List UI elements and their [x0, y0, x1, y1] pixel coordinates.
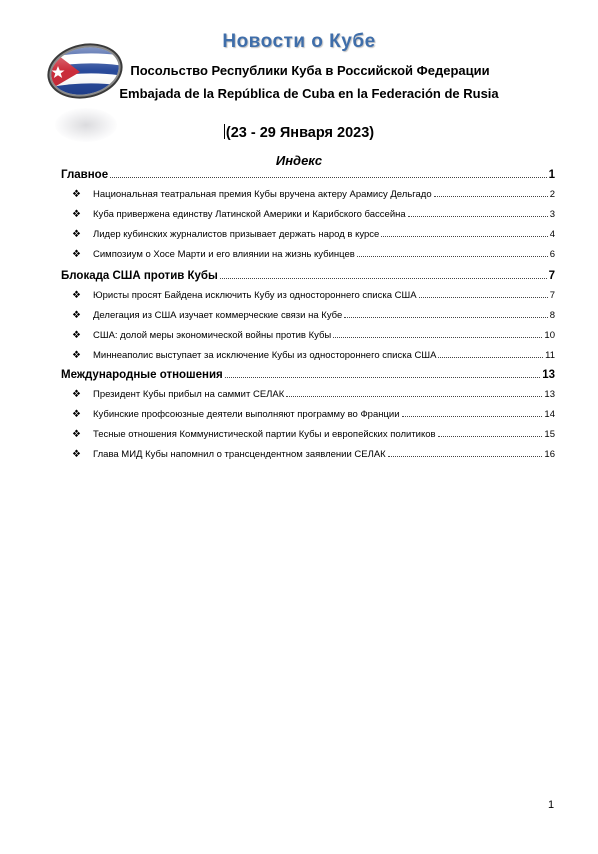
toc-section-title: Блокада США против Кубы: [61, 270, 218, 282]
toc-item-title: Делегация из США изучает коммерческие связи на Кубе: [93, 310, 343, 321]
toc-item-title: Куба привержена единству Латинской Америки и Карибского бассейна: [93, 209, 406, 220]
toc-leader-dots: [419, 296, 548, 298]
toc-section-page: 1: [548, 169, 555, 181]
toc-section-page: 13: [542, 369, 555, 381]
diamond-bullet-icon: ❖: [72, 330, 81, 341]
toc-item[interactable]: [72, 330, 555, 341]
toc-item-page: 6: [549, 249, 555, 260]
toc-item[interactable]: [72, 310, 555, 321]
toc-section-title: Главное: [61, 169, 109, 181]
toc-item-title: Симпозиум о Хосе Марти и его влиянии на жизнь кубинцев: [93, 249, 355, 260]
toc-item-page: 7: [549, 290, 555, 301]
diamond-bullet-icon: ❖: [72, 229, 81, 240]
toc-leader-dots: [388, 455, 543, 457]
toc-item[interactable]: [72, 209, 555, 220]
diamond-bullet-icon: ❖: [72, 350, 81, 361]
toc-item[interactable]: [72, 429, 555, 440]
toc-item-page: 11: [545, 350, 555, 361]
toc-item[interactable]: [72, 449, 555, 460]
diamond-bullet-icon: ❖: [72, 249, 81, 260]
toc-section[interactable]: [61, 369, 555, 381]
diamond-bullet-icon: ❖: [72, 409, 81, 420]
diamond-bullet-icon: ❖: [72, 290, 81, 301]
toc-leader-dots: [438, 435, 543, 437]
newsletter-title: Новости о Кубе: [222, 31, 376, 52]
toc-item[interactable]: [72, 189, 555, 200]
toc-item-page: 10: [544, 330, 555, 341]
toc-item-page: 4: [549, 229, 555, 240]
toc-item-title: Кубинские профсоюзные деятели выполняют программу во Франции: [93, 409, 400, 420]
diamond-bullet-icon: ❖: [72, 389, 81, 400]
toc-leader-dots: [333, 336, 542, 338]
toc-item-title: Глава МИД Кубы напомнил о трансцендентном заявлении СЕЛАК: [93, 449, 386, 460]
toc-leader-dots: [286, 395, 542, 397]
toc-item-title: Миннеаполис выступает за исключение Кубы из одностороннего списка США: [93, 350, 437, 361]
toc-leader-dots: [402, 415, 543, 417]
text-cursor: [224, 124, 225, 139]
toc-item-title: Национальная театральная премия Кубы вручена актеру Арамису Дельгадо: [93, 189, 432, 200]
diamond-bullet-icon: ❖: [72, 209, 81, 220]
toc-section[interactable]: [61, 270, 555, 282]
toc-item-page: 16: [544, 449, 555, 460]
toc-item-page: 14: [544, 409, 555, 420]
diamond-bullet-icon: ❖: [72, 429, 81, 440]
toc-item[interactable]: [72, 409, 555, 420]
toc-item-page: 13: [544, 389, 555, 400]
toc-item-title: Тесные отношения Коммунистической партии Кубы и европейских политиков: [93, 429, 436, 440]
diamond-bullet-icon: ❖: [72, 310, 81, 321]
toc-item-title: Лидер кубинских журналистов призывает держать народ в курсе: [93, 229, 380, 240]
toc-leader-dots: [408, 215, 548, 217]
toc-leader-dots: [225, 376, 540, 378]
toc-leader-dots: [110, 176, 547, 178]
toc-leader-dots: [434, 195, 548, 197]
date-range-text: (23 - 29 Января 2023): [225, 125, 375, 141]
toc-item-title: Президент Кубы прибыл на саммит СЕЛАК: [93, 389, 285, 400]
toc-item[interactable]: [72, 229, 555, 240]
toc-item-page: 8: [549, 310, 555, 321]
toc-leader-dots: [438, 356, 543, 358]
toc-leader-dots: [381, 235, 547, 237]
toc-section-page: 7: [548, 270, 555, 282]
index-heading: Индекс: [275, 153, 323, 168]
toc-leader-dots: [344, 316, 547, 318]
embassy-name-ru: Посольство Республики Куба в Российской Федерации: [130, 63, 490, 78]
toc-item-title: США: долой меры экономической войны против Кубы: [93, 330, 332, 341]
toc-item[interactable]: [72, 350, 555, 361]
toc-item-page: 15: [544, 429, 555, 440]
toc-section[interactable]: [61, 169, 555, 181]
diamond-bullet-icon: ❖: [72, 189, 81, 200]
embassy-name-es: Embajada de la República de Cuba en la Federación de Rusia: [119, 86, 499, 101]
page-number: 1: [548, 799, 555, 811]
toc-section-title: Международные отношения: [61, 369, 223, 381]
toc-item[interactable]: [72, 389, 555, 400]
toc-item[interactable]: [72, 290, 555, 301]
toc-item[interactable]: [72, 249, 555, 260]
toc-leader-dots: [357, 255, 548, 257]
toc-item-title: Юристы просят Байдена исключить Кубу из одностороннего списка США: [93, 290, 417, 301]
toc-leader-dots: [220, 277, 547, 279]
diamond-bullet-icon: ❖: [72, 449, 81, 460]
toc-item-page: 3: [549, 209, 555, 220]
date-range: [0, 124, 598, 141]
toc-item-page: 2: [549, 189, 555, 200]
